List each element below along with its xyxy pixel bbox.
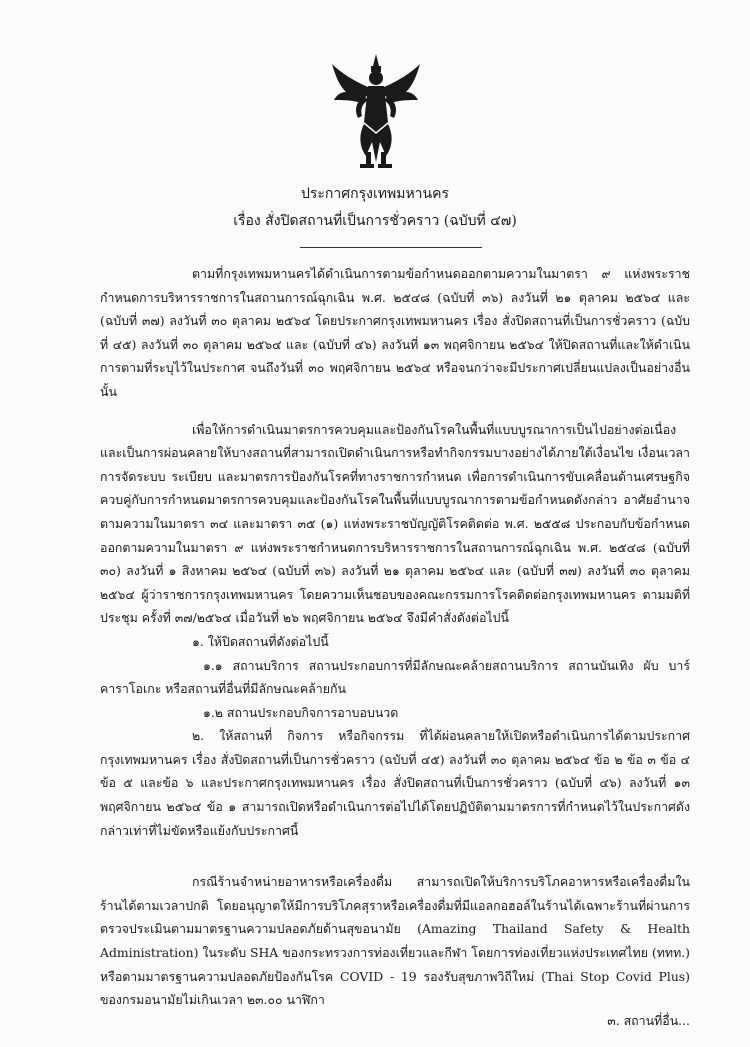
garuda-emblem-icon xyxy=(330,52,422,170)
order-item-1-1: ๑.๑ สถานบริการ สถานประกอบการที่มีลักษณะคล้ายสถานบริการ สถานบันเทิง ผับ บาร์ คาราโอเกะ หรือสถานที่อื่นที่มีลักษณะคล้ายกัน xyxy=(100,657,690,697)
order-item-2: ๒. ให้สถานที่ กิจการ หรือกิจกรรม ที่ได้ผ่อนคลายให้เปิดหรือดำเนินการได้ตามประกาศกรุงเทพมหานคร เรื่อง สั่งปิดสถานที่เป็นการชั่วคราว (ฉบับที่ ๔๕) ลงวันที่ ๓๐ ตุลาคม ๒๕๖๔ ข้อ ๒ ข้อ ๓ ข้อ ๔ ข้อ ๕ และข้อ ๖ และประกาศกรุงเทพมหานคร เรื่อง สั่งปิดสถานที่เป็นการชั่วคราว (ฉบับที่ ๔๖) ลงวันที่ ๑๓ พฤศจิกายน ๒๕๖๔ ข้อ ๑ สามารถเปิดหรือดำเนินการต่อไปได้โดยปฏิบัติตามมาตรการที่กำหนดไว้ในประกาศดังกล่าวเท่าที่ไม่ขัดหรือแย้งกับประกาศนี้ xyxy=(100,728,690,838)
paragraph-authority: เพื่อให้การดำเนินมาตรการควบคุมและป้องกันโรคในพื้นที่แบบบูรณาการเป็นไปอย่างต่อเนื่องและเป็นการผ่อนคลายให้บางสถานที่สามารถเปิดดำเนินการหรือทำกิจกรรมบางอย่างได้ภายใต้เงื่อนไข เงื่อนเวลา การจัดระบบ ระเบียบ และมาตรการป้องกันโรคที่ทางราชการกำหนด เพื่อการดำเนินการขับเคลื่อนด้านเศรษฐกิจควบคู่กับการกำหนดมาตรการควบคุมและป้องกันโรคในพื้นที่แบบบูรณาการตามข้อกำหนดดังกล่าว อาศัยอำนาจตามความในมาตรา ๓๔ และมาตรา ๓๕ (๑) แห่งพระราชบัญญัติโรคติดต่อ พ.ศ. ๒๕๕๘ ประกอบกับข้อกำหนดออกตามความในมาตรา ๙ แห่งพระราชกำหนดการบริหารราชการในสถานการณ์ฉุกเฉิน พ.ศ. ๒๕๔๘ (ฉบับที่ ๓๐) ลงวันที่ ๑ สิงหาคม ๒๕๖๔ (ฉบับที่ ๓๖) ลงวันที่ ๒๑ ตุลาคม ๒๕๖๔ และ (ฉบับที่ ๓๗) ลงวันที่ ๓๐ ตุลาคม ๒๕๖๔ ผู้ว่าราชการกรุงเทพมหานคร โดยความเห็นชอบของคณะกรรมการโรคติดต่อกรุงเทพมหานคร ตามมติที่ประชุม ครั้งที่ ๓๗/๒๕๖๔ เมื่อวันที่ ๒๖ พฤศจิกายน ๒๕๖๔ จึงมีคำสั่งดังต่อไปนี้ xyxy=(100,421,690,626)
title-divider xyxy=(300,247,482,248)
continuation-note: ๓. สถานที่อื่น... xyxy=(607,1013,690,1028)
document-body xyxy=(100,262,690,1012)
paragraph-restaurants: กรณีร้านจำหน่ายอาหารหรือเครื่องดื่ม สามารถเปิดให้บริการบริโภคอาหารหรือเครื่องดื่มในร้านได้ตามเวลาปกติ โดยอนุญาตให้มีการบริโภคสุราหรือเครื่องดื่มที่มีแอลกอฮอล์ในร้านได้เฉพาะร้านที่ผ่านการตรวจประเมินตามมาตรฐานความปลอดภัยด้านสุขอนามัย (Amazing Thailand Safety & Health Administration) ในระดับ SHA ของกระทรวงการท่องเที่ยวและกีฬา โดยการท่องเที่ยวแห่งประเทศไทย (ททท.) หรือตามมาตรฐานความปลอดภัยป้องกันโรค COVID - 19 รองรับสุขภาพวิถีใหม่ (Thai Stop Covid Plus) ของกรมอนามัยไม่เกินเวลา ๒๓.๐๐ นาฬิกา xyxy=(100,874,691,1008)
announcement-issuer: ประกาศกรุงเทพมหานคร xyxy=(301,186,449,202)
order-item-1: ๑. ให้ปิดสถานที่ดังต่อไปนี้ xyxy=(192,633,329,649)
paragraph-background: ตามที่กรุงเทพมหานครได้ดำเนินการตามข้อกำหนดออกตามความในมาตรา ๙ แห่งพระราชกำหนดการบริหารราชการในสถานการณ์ฉุกเฉิน พ.ศ. ๒๕๔๘ (ฉบับที่ ๓๖) ลงวันที่ ๒๑ ตุลาคม ๒๕๖๔ และ (ฉบับที่ ๓๗) ลงวันที่ ๓๐ ตุลาคม ๒๕๖๔ โดยประกาศกรุงเทพมหานคร เรื่อง สั่งปิดสถานที่เป็นการชั่วคราว (ฉบับที่ ๔๕) ลงวันที่ ๓๐ ตุลาคม ๒๕๖๔ และ (ฉบับที่ ๔๖) ลงวันที่ ๑๓ พฤศจิกายน ๒๕๖๔ ให้ปิดสถานที่และให้ดำเนินการตามที่ระบุไว้ในประกาศ จนถึงวันที่ ๓๐ พฤศจิกายน ๒๕๖๔ หรือจนกว่าจะมีประกาศเปลี่ยนแปลงเป็นอย่างอื่น นั้น xyxy=(100,266,690,399)
announcement-subject: เรื่อง สั่งปิดสถานที่เป็นการชั่วคราว (ฉบับที่ ๔๗) xyxy=(233,213,517,229)
order-item-1-2: ๑.๒ สถานประกอบกิจการอาบอบนวด xyxy=(203,704,399,720)
